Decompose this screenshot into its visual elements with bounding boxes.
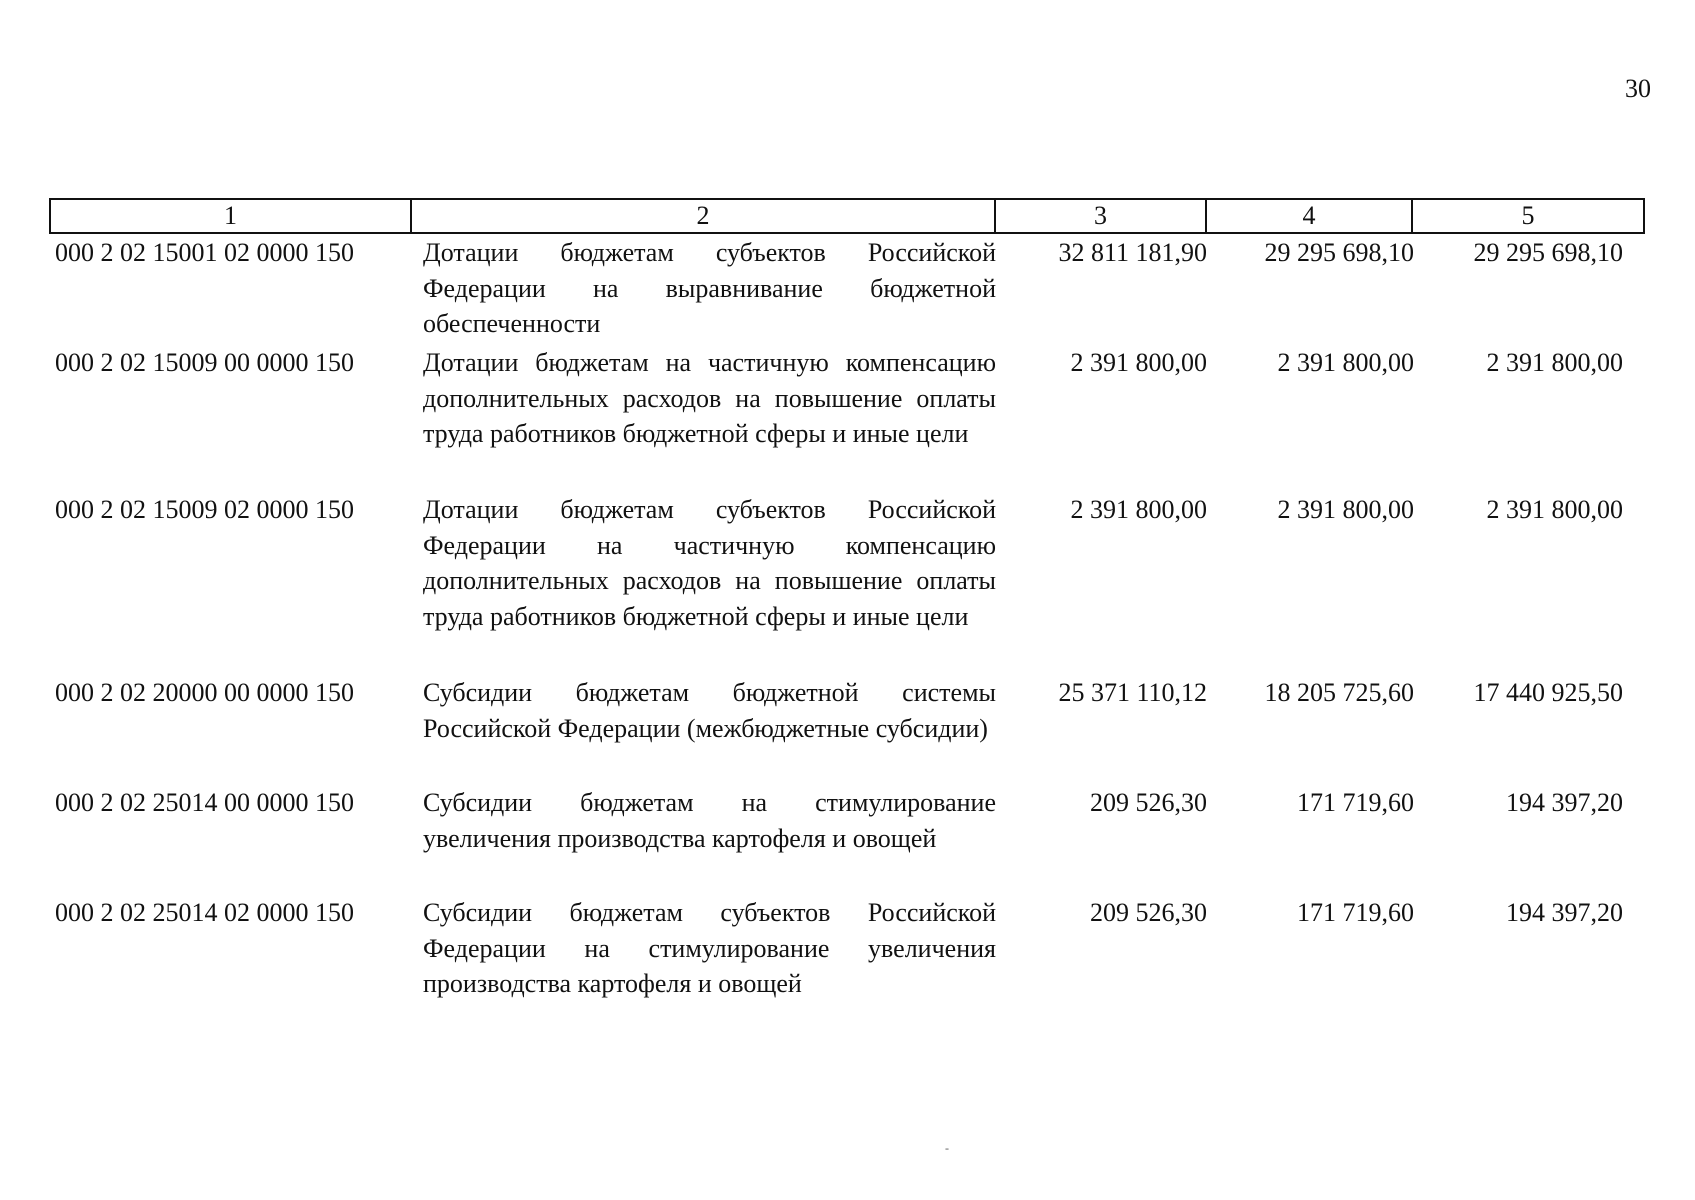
amount-col-4: 171 719,60 — [1297, 898, 1414, 927]
header-cell-3: 3 — [995, 199, 1206, 233]
budget-code: 000 2 02 25014 02 0000 150 — [55, 898, 354, 927]
amount-col-4: 171 719,60 — [1297, 788, 1414, 817]
amount-col-3: 209 526,30 — [1090, 898, 1207, 927]
amount-col-5: 194 397,20 — [1506, 788, 1623, 817]
amount-col-5: 17 440 925,50 — [1473, 678, 1623, 707]
budget-table-body — [49, 235, 1643, 1005]
header-cell-1: 1 — [50, 199, 411, 233]
budget-code: 000 2 02 15001 02 0000 150 — [55, 238, 354, 267]
income-description: Субсидии бюджетам на стимулирование увеличения производства картофеля и овощей — [423, 788, 996, 853]
amount-col-4: 18 205 725,60 — [1264, 678, 1414, 707]
budget-code: 000 2 02 25014 00 0000 150 — [55, 788, 354, 817]
page-number: 30 — [1625, 74, 1651, 103]
budget-code: 000 2 02 15009 00 0000 150 — [55, 348, 354, 377]
income-description: Субсидии бюджетам субъектов Российской Федерации на стимулирование увеличения производства картофеля и овощей — [423, 898, 996, 998]
header-row — [50, 199, 1644, 233]
amount-col-3: 32 811 181,90 — [1058, 238, 1207, 267]
income-description: Дотации бюджетам субъектов Российской Федерации на выравнивание бюджетной обеспеченности — [423, 238, 996, 338]
table-row — [49, 492, 1643, 675]
amount-col-5: 29 295 698,10 — [1473, 238, 1623, 267]
table-row — [49, 675, 1643, 785]
amount-col-5: 194 397,20 — [1506, 898, 1623, 927]
income-description: Дотации бюджетам на частичную компенсацию дополнительных расходов на повышение оплаты труда работников бюджетной сферы и иные цели — [423, 348, 996, 448]
column-number-header — [49, 198, 1645, 234]
scan-mark: - — [945, 1141, 949, 1155]
budget-code: 000 2 02 15009 02 0000 150 — [55, 495, 354, 524]
header-cell-2: 2 — [411, 199, 995, 233]
amount-col-4: 2 391 800,00 — [1277, 348, 1414, 377]
header-cell-4: 4 — [1206, 199, 1412, 233]
amount-col-3: 2 391 800,00 — [1070, 495, 1207, 524]
amount-col-3: 2 391 800,00 — [1070, 348, 1207, 377]
table-row — [49, 785, 1643, 895]
table-row — [49, 345, 1643, 492]
amount-col-5: 2 391 800,00 — [1486, 495, 1623, 524]
budget-code: 000 2 02 20000 00 0000 150 — [55, 678, 354, 707]
table-row — [49, 235, 1643, 345]
amount-col-3: 25 371 110,12 — [1058, 678, 1207, 707]
table-row — [49, 895, 1643, 1005]
amount-col-4: 29 295 698,10 — [1264, 238, 1414, 267]
income-description: Субсидии бюджетам бюджетной системы Российской Федерации (межбюджетные субсидии) — [423, 678, 996, 743]
income-description: Дотации бюджетам субъектов Российской Федерации на частичную компенсацию дополнительных расходов на повышение оплаты труда работников бюджетной сферы и иные цели — [423, 495, 996, 631]
amount-col-3: 209 526,30 — [1090, 788, 1207, 817]
header-cell-5: 5 — [1412, 199, 1644, 233]
amount-col-5: 2 391 800,00 — [1486, 348, 1623, 377]
amount-col-4: 2 391 800,00 — [1277, 495, 1414, 524]
